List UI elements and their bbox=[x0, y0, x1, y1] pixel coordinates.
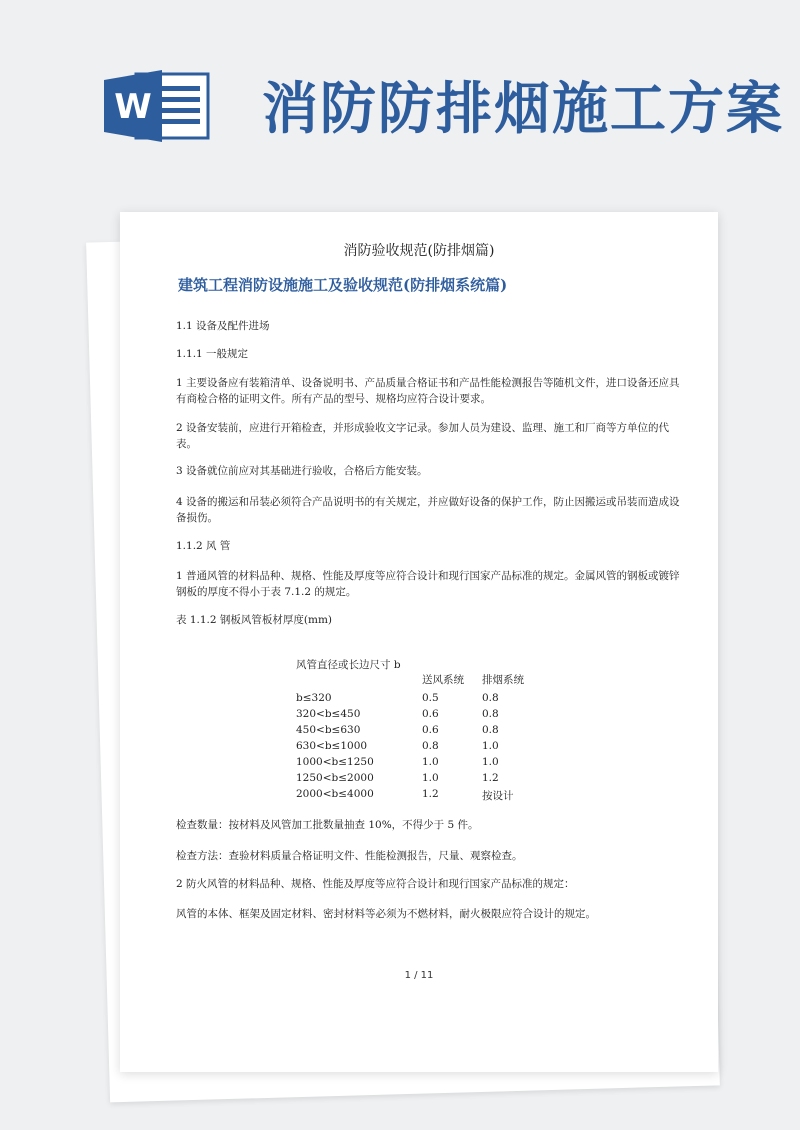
table-header-smoke: 排烟系统 bbox=[482, 674, 524, 686]
table-cell: 1000<b≤1250 bbox=[296, 756, 374, 768]
paragraph: 1 主要设备应有装箱清单、设备说明书、产品质量合格证书和产品性能检测报告等随机文件，进口设备还应具有商检合格的证明文件。所有产品的型号、规格均应符合设计要求。 bbox=[176, 377, 680, 405]
subsection-heading: 1.1.2 风 管 bbox=[176, 540, 231, 552]
table-cell: 0.5 bbox=[422, 692, 439, 704]
table-cell: 450<b≤630 bbox=[296, 724, 361, 736]
word-logo-letter: W bbox=[114, 87, 152, 127]
document-header: 消防验收规范(防排烟篇) bbox=[343, 243, 495, 259]
table-cell: 1.0 bbox=[482, 740, 499, 752]
paragraph: 检查方法：查验材料质量合格证明文件、性能检测报告，尺量、观察检查。 bbox=[176, 850, 523, 862]
table-row bbox=[296, 788, 596, 804]
banner-title: 消防防排烟施工方案 bbox=[262, 77, 784, 142]
table-row bbox=[296, 772, 596, 788]
table-cell: 1.0 bbox=[482, 756, 499, 768]
paragraph: 1 普通风管的材料品种、规格、性能及厚度等应符合设计和现行国家产品标准的规定。金属风管的钢板或镀锌钢板的厚度不得小于表 7.1.2 的规定。 bbox=[176, 570, 680, 598]
section-heading: 1.1 设备及配件进场 bbox=[176, 320, 270, 332]
paragraph: 2 设备安装前，应进行开箱检查，并形成验收文字记录。参加人员为建设、监理、施工和厂商等方单位的代表。 bbox=[176, 422, 670, 450]
table-cell: 1.2 bbox=[422, 788, 439, 800]
table-row bbox=[296, 756, 596, 772]
table-caption: 表 1.1.2 钢板风管板材厚度(mm) bbox=[176, 614, 332, 626]
table-cell: 0.8 bbox=[482, 724, 499, 736]
table-cell: 0.6 bbox=[422, 724, 439, 736]
table-row bbox=[296, 692, 596, 708]
paragraph: 3 设备就位前应对其基础进行验收，合格后方能安装。 bbox=[176, 465, 428, 477]
paragraph: 2 防火风管的材料品种、规格、性能及厚度等应符合设计和现行国家产品标准的规定： bbox=[176, 878, 575, 890]
table-cell: 0.8 bbox=[422, 740, 439, 752]
table-cell: 0.6 bbox=[422, 708, 439, 720]
document-page bbox=[120, 212, 718, 1072]
table-cell: b≤320 bbox=[296, 692, 332, 704]
paragraph: 检查数量：按材料及风管加工批数量抽查 10%，不得少于 5 件。 bbox=[176, 819, 479, 831]
table-cell: 1.0 bbox=[422, 756, 439, 768]
table-header-supply: 送风系统 bbox=[422, 674, 464, 686]
table-cell: 0.8 bbox=[482, 692, 499, 704]
paragraph: 4 设备的搬运和吊装必须符合产品说明书的有关规定，并应做好设备的保护工作，防止因搬运或吊装而造成设备损伤。 bbox=[176, 496, 680, 524]
page-number: 1 / 11 bbox=[404, 970, 434, 981]
table-header-size: 风管直径或长边尺寸 b bbox=[296, 659, 401, 671]
table-cell: 1.0 bbox=[422, 772, 439, 784]
table-cell: 2000<b≤4000 bbox=[296, 788, 374, 800]
table-row bbox=[296, 740, 596, 756]
table-cell: 1.2 bbox=[482, 772, 499, 784]
table-cell: 320<b≤450 bbox=[296, 708, 361, 720]
table-cell: 0.8 bbox=[482, 708, 499, 720]
word-document-icon bbox=[100, 70, 215, 142]
table-cell: 按设计 bbox=[482, 790, 514, 802]
table-cell: 1250<b≤2000 bbox=[296, 772, 374, 784]
document-title: 建筑工程消防设施施工及验收规范(防排烟系统篇) bbox=[178, 276, 508, 294]
paragraph: 风管的本体、框架及固定材料、密封材料等必须为不燃材料，耐火极限应符合设计的规定。 bbox=[176, 908, 596, 920]
table-row bbox=[296, 708, 596, 724]
subsection-heading: 1.1.1 一般规定 bbox=[176, 348, 249, 360]
table-cell: 630<b≤1000 bbox=[296, 740, 368, 752]
table-row bbox=[296, 724, 596, 740]
